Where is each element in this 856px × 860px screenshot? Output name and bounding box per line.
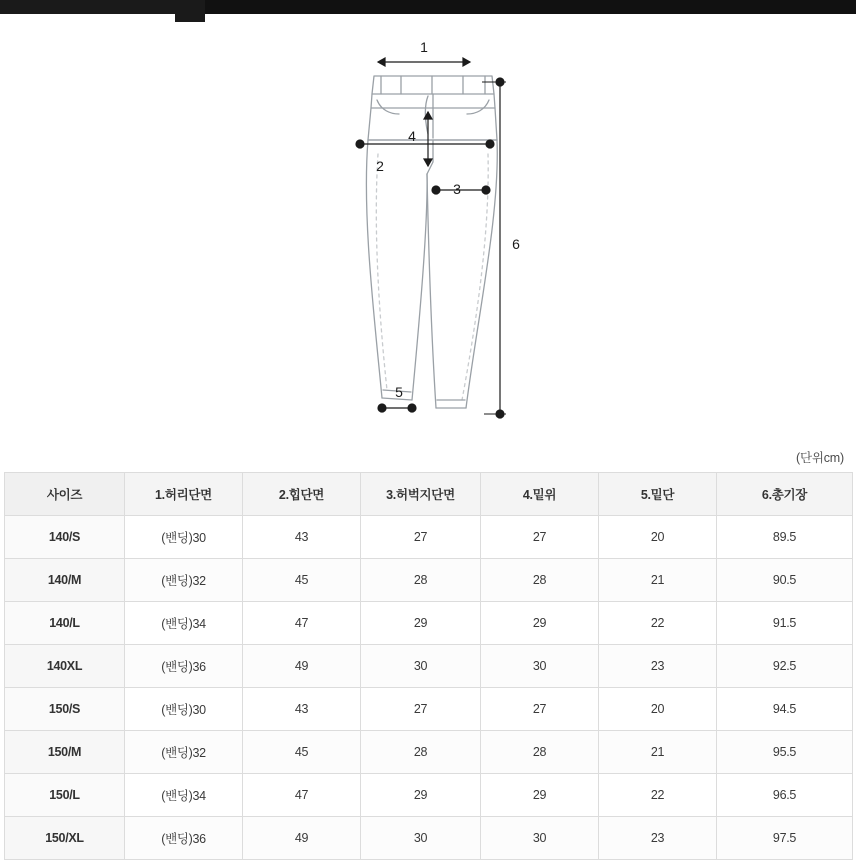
cell-hip: 49 xyxy=(243,645,361,688)
cell-hip: 47 xyxy=(243,602,361,645)
cell-hip: 43 xyxy=(243,516,361,559)
cell-thigh: 30 xyxy=(361,645,481,688)
cell-waist: (밴딩)32 xyxy=(125,731,243,774)
cell-size: 150/XL xyxy=(5,817,125,860)
table-header-cell-thigh: 3.허벅지단면 xyxy=(361,473,481,516)
cell-size: 140/M xyxy=(5,559,125,602)
cell-waist: (밴딩)30 xyxy=(125,516,243,559)
cell-length: 96.5 xyxy=(717,774,853,817)
table-row xyxy=(5,602,853,645)
cell-thigh: 28 xyxy=(361,559,481,602)
callout-label-1: 1 xyxy=(420,39,428,55)
table-header-cell-rise: 4.밑위 xyxy=(481,473,599,516)
cell-rise: 30 xyxy=(481,817,599,860)
cell-size: 140XL xyxy=(5,645,125,688)
table-header-cell-size: 사이즈 xyxy=(5,473,125,516)
table-row xyxy=(5,645,853,688)
cell-hip: 47 xyxy=(243,774,361,817)
callout-label-3: 3 xyxy=(453,181,461,197)
table-row xyxy=(5,559,853,602)
cell-size: 150/S xyxy=(5,688,125,731)
cell-waist: (밴딩)32 xyxy=(125,559,243,602)
cell-length: 89.5 xyxy=(717,516,853,559)
table-header-row xyxy=(5,473,853,516)
cell-waist: (밴딩)36 xyxy=(125,645,243,688)
table-header-cell-hem: 5.밑단 xyxy=(599,473,717,516)
top-bar-left xyxy=(0,0,175,14)
unit-note: (단위cm) xyxy=(796,451,844,465)
cell-hip: 49 xyxy=(243,817,361,860)
cell-hem: 20 xyxy=(599,516,717,559)
cell-hem: 23 xyxy=(599,645,717,688)
cell-hem: 23 xyxy=(599,817,717,860)
pants-measurement-diagram xyxy=(0,14,856,444)
table-header-cell-waist: 1.허리단면 xyxy=(125,473,243,516)
cell-size: 140/S xyxy=(5,516,125,559)
table-body xyxy=(5,516,853,860)
cell-hem: 22 xyxy=(599,602,717,645)
table-header-cell-length: 6.총기장 xyxy=(717,473,853,516)
cell-thigh: 29 xyxy=(361,602,481,645)
cell-size: 150/M xyxy=(5,731,125,774)
cell-thigh: 29 xyxy=(361,774,481,817)
table-row xyxy=(5,516,853,559)
cell-thigh: 27 xyxy=(361,516,481,559)
table-row xyxy=(5,817,853,860)
cell-length: 90.5 xyxy=(717,559,853,602)
callout-label-5: 5 xyxy=(395,384,403,400)
cell-hem: 22 xyxy=(599,774,717,817)
table-row xyxy=(5,774,853,817)
cell-waist: (밴딩)36 xyxy=(125,817,243,860)
cell-hip: 45 xyxy=(243,731,361,774)
cell-length: 95.5 xyxy=(717,731,853,774)
cell-size: 140/L xyxy=(5,602,125,645)
cell-waist: (밴딩)30 xyxy=(125,688,243,731)
cell-hem: 21 xyxy=(599,559,717,602)
cell-rise: 28 xyxy=(481,731,599,774)
table-row xyxy=(5,688,853,731)
table-header xyxy=(5,473,853,516)
cell-waist: (밴딩)34 xyxy=(125,602,243,645)
callout-label-2: 2 xyxy=(376,158,384,174)
size-chart-table xyxy=(4,472,853,860)
cell-hem: 20 xyxy=(599,688,717,731)
callout-label-6: 6 xyxy=(512,236,520,252)
cell-thigh: 28 xyxy=(361,731,481,774)
cell-length: 94.5 xyxy=(717,688,853,731)
cell-rise: 28 xyxy=(481,559,599,602)
cell-thigh: 27 xyxy=(361,688,481,731)
cell-hip: 43 xyxy=(243,688,361,731)
top-bar-right xyxy=(175,0,856,14)
cell-size: 150/L xyxy=(5,774,125,817)
cell-rise: 27 xyxy=(481,688,599,731)
cell-hem: 21 xyxy=(599,731,717,774)
cell-rise: 27 xyxy=(481,516,599,559)
cell-thigh: 30 xyxy=(361,817,481,860)
table-row xyxy=(5,731,853,774)
callout-label-4: 4 xyxy=(408,128,416,144)
cell-length: 91.5 xyxy=(717,602,853,645)
cell-length: 92.5 xyxy=(717,645,853,688)
cell-hip: 45 xyxy=(243,559,361,602)
cell-rise: 29 xyxy=(481,774,599,817)
cell-rise: 30 xyxy=(481,645,599,688)
cell-length: 97.5 xyxy=(717,817,853,860)
table-header-cell-hip: 2.힙단면 xyxy=(243,473,361,516)
cell-waist: (밴딩)34 xyxy=(125,774,243,817)
cell-rise: 29 xyxy=(481,602,599,645)
